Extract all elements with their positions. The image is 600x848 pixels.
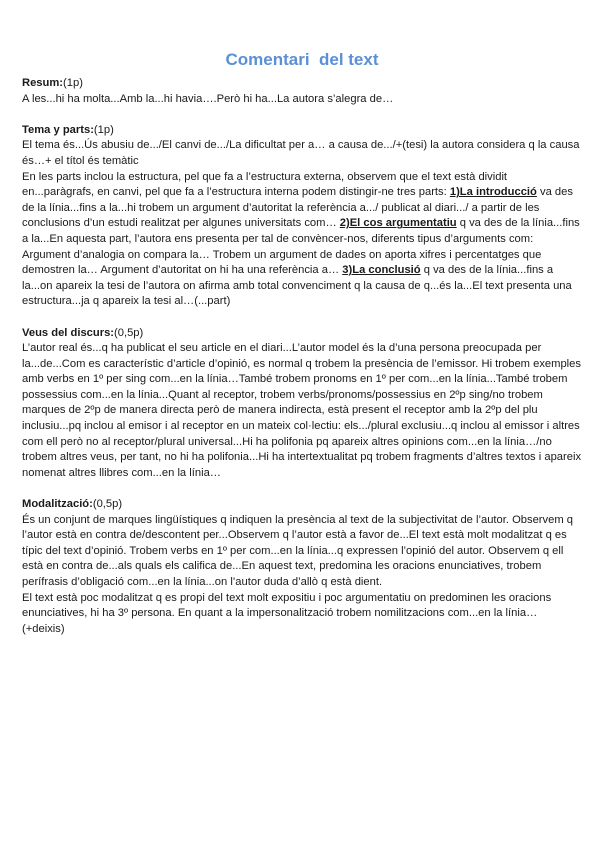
section-score: (1p) (63, 77, 83, 89)
part-introduccio-label: 1)La introducció (449, 186, 537, 199)
paragraph: És un conjunt de marques lingüístiques q indiquen la presència al text de la subjectivitat de l’autor. Observem q l’autor està en contra de/descontent per...Observem q l’autor està a favor de...El text està molt modalitzat q es típic del text d’opinió. Trobem verbs en 1º per com...en la línia...q expressen l’opinió del autor. Observem q ell està en contra de...als quals els califica de...En aquest text, predomina les oracions enunciatives, trobem perífrasis d’obligació com...en la línia...on l’autor duda d’allò q està dient. (22, 513, 573, 588)
section-veus-discurs (22, 326, 582, 482)
section-label: Tema y parts: (22, 123, 94, 136)
document-title: Comentari del text (225, 50, 379, 69)
paragraph: (+deixis) (22, 622, 65, 635)
parts-paragraph (22, 170, 582, 310)
section-resum (22, 76, 582, 107)
section-score: (0,5p) (114, 326, 144, 339)
section-label: Veus del discurs: (22, 326, 115, 339)
section-label: Resum: (22, 77, 64, 89)
section-modalitzacio (22, 497, 582, 637)
section-heading (22, 497, 582, 513)
part-conclusio-text: q va des de la línia...fins a la...on apareix la tesi de l’autora on afirma amb total convenciment q la causa de q...és la...El text presenta una estructura...ja q apareix la tesi al…(...part) (22, 264, 572, 308)
part-cos-argumentatiu-text: q va des de la línia...fins a la...En aquesta part, l’autora ens presenta per tal de convèncer-nos, diferents tipus d’arguments com: Argument d’analogia on compara la… Trobem un argument de dades on aporta xifres i percentatges que demostren la… Argument d’autoritat on hi ha una referència a… (22, 217, 580, 277)
document-page (22, 50, 582, 637)
section-tema-parts (22, 123, 582, 310)
paragraph: El text està poc modalitzat q es propi del text molt expositiu i poc argumentatiu on predominen les oracions enunciatives, hi ha 3º persona. En quant a la impersonalització trobem nomilitzacions com...en la línia… (22, 591, 552, 620)
parts-intro: En les parts inclou la estructura, pel que fa a l’estructura externa, observem que el text està dividit en...paràgrafs, en canvi, pel que fa a l’estructura interna podem distingir-ne tres parts: (22, 170, 508, 199)
section-label: Modalització: (22, 498, 93, 511)
part-conclusio-label: 3)La conclusió (342, 264, 421, 277)
section-heading (22, 326, 582, 342)
part-cos-argumentatiu-label: 2)El cos argumentatiu (339, 217, 457, 230)
paragraph: L’autor real és...q ha publicat el seu article en el diari...L’autor model és la d’una persona preocupada per la...de...Com es característic d’article d’opinió, es normal q trobem la presència de l’emissor. Hi trobem exemples amb verbs en 1º per sing com...en la línia…També trobem pronoms en 1º per com...en la línia...També trobem possessius com...en la línia...Quant al receptor, trobem verbs/pronoms/possessius en 2ºp sing/no trobem marques de 2ºp de manera directa però de manera indirecta, està present el receptor amb la 2ºp del plu inclusiu...pq inclou al emisor i al receptor en un mateix col·lectiu: els.../plural exclusiu...q inclou al emissor i altres com ell però no al receptor/plural universal...Hi ha polifonia pq apareix altres opinions com...en la línia…/no trobem altres veus, per tant, no hi ha polifonia...Hi ha intertextualitat pq trobem fragments d’altres textos i apareix nomenat altres llibres com...en la línia… (22, 342, 582, 479)
paragraph: A les...hi ha molta...Amb la...hi havia….Però hi ha...La autora s’alegra de… (22, 92, 394, 105)
section-score: (1p) (93, 123, 114, 136)
section-score: (0,5p) (92, 498, 123, 511)
section-heading (22, 76, 582, 92)
section-heading (22, 123, 582, 139)
paragraph: El tema és...Ús abusiu de.../El canvi de.../La dificultat per a… a causa de.../+(tesi) la autora considera q la causa és…+ el títol és temàtic (22, 139, 580, 167)
part-introduccio-text: va des de la línia...fins a la...hi trobem un argument d’autoritat la referència a.../ publicat al diari.../ a partir de les conclusions d’un estudi realitzat per algunes universitats com… (22, 186, 573, 230)
